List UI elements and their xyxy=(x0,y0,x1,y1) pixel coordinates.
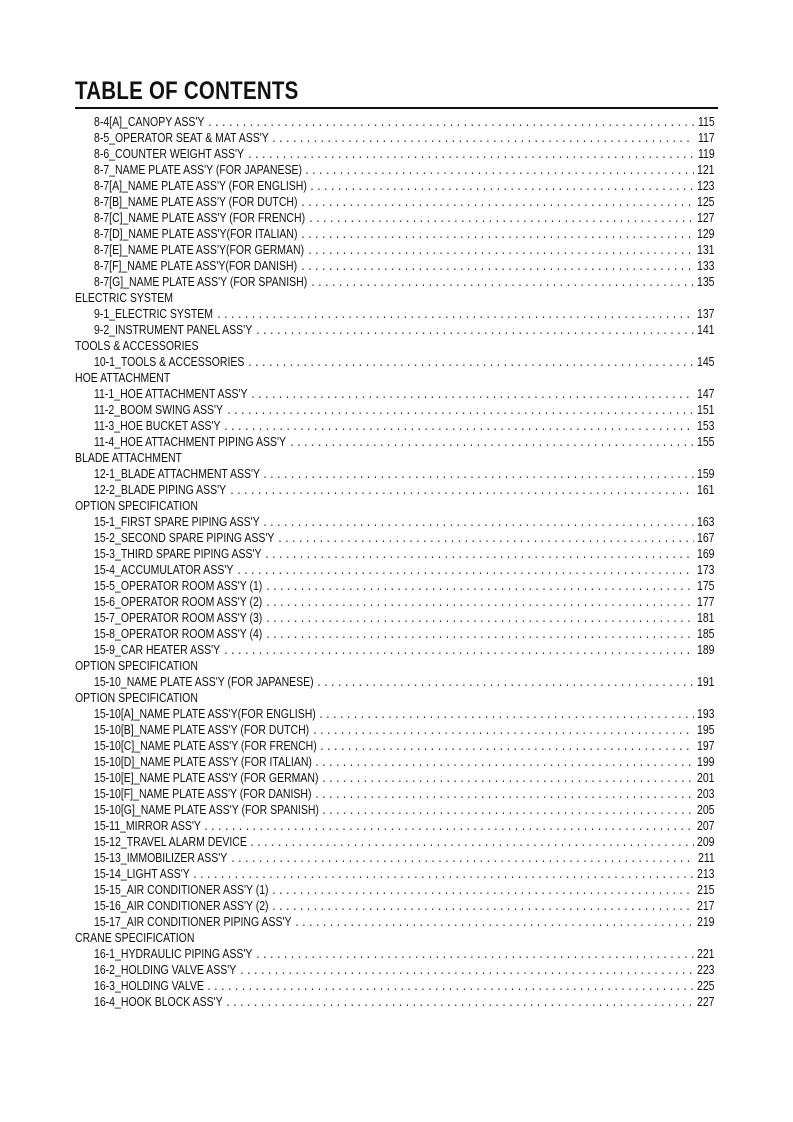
toc-entry[interactable] xyxy=(75,866,718,882)
page-number-wrap xyxy=(696,386,718,402)
entry-label: 15-15_AIR CONDITIONER ASS'Y (1) xyxy=(94,883,269,897)
dot-leader xyxy=(314,789,694,805)
page-number: 189 xyxy=(697,643,715,657)
entry-label-wrap xyxy=(94,722,310,738)
page-number-wrap xyxy=(696,770,718,786)
entry-label: 15-10[G]_NAME PLATE ASS'Y (FOR SPANISH) xyxy=(94,803,319,817)
entry-label-wrap xyxy=(94,578,263,594)
entry-label: 15-12_TRAVEL ALARM DEVICE xyxy=(94,835,247,849)
toc-entry[interactable] xyxy=(75,434,718,450)
page-number: 151 xyxy=(697,403,715,417)
page-number-wrap xyxy=(696,434,718,450)
toc-entry[interactable] xyxy=(75,114,718,130)
entry-label-wrap xyxy=(94,162,302,178)
dot-leader xyxy=(294,917,694,933)
page-number: 203 xyxy=(697,787,715,801)
page-number-wrap xyxy=(696,994,718,1010)
dot-leader xyxy=(318,709,694,725)
entry-label: 15-8_OPERATOR ROOM ASS'Y (4) xyxy=(94,627,263,641)
entry-label-wrap xyxy=(94,386,248,402)
toc-entry[interactable] xyxy=(75,402,718,418)
entry-label: 8-7[D]_NAME PLATE ASS'Y(FOR ITALIAN) xyxy=(94,227,298,241)
entry-label: 15-17_AIR CONDITIONER PIPING ASS'Y xyxy=(94,915,292,929)
entry-label-wrap xyxy=(94,514,260,530)
toc-entry[interactable] xyxy=(75,354,718,370)
dot-leader xyxy=(319,741,694,757)
page-number-wrap xyxy=(696,162,718,178)
entry-label: 15-9_CAR HEATER ASS'Y xyxy=(94,643,221,657)
page-number: 145 xyxy=(697,355,715,369)
dot-leader xyxy=(321,773,694,789)
dot-leader xyxy=(265,581,694,597)
page-number-wrap xyxy=(696,354,718,370)
page-number: 131 xyxy=(697,243,715,257)
toc-entry[interactable] xyxy=(75,210,718,226)
page-number: 127 xyxy=(697,211,715,225)
dot-leader xyxy=(307,245,694,261)
page-number: 217 xyxy=(697,899,715,913)
entry-label-wrap xyxy=(94,130,269,146)
page-number-wrap xyxy=(696,562,718,578)
dot-leader xyxy=(223,645,694,661)
page-number-wrap xyxy=(696,594,718,610)
page-number: 181 xyxy=(697,611,715,625)
page-number-wrap xyxy=(696,210,718,226)
toc-entry[interactable] xyxy=(75,674,718,690)
entry-label-wrap xyxy=(94,802,319,818)
page-number-wrap xyxy=(696,258,718,274)
entry-label-wrap xyxy=(94,962,237,978)
page-number: 211 xyxy=(698,851,715,865)
entry-label: 8-7[B]_NAME PLATE ASS'Y (FOR DUTCH) xyxy=(94,195,298,209)
entry-label-wrap xyxy=(94,770,319,786)
dot-leader xyxy=(230,853,694,869)
page-number: 193 xyxy=(697,707,715,721)
page-number: 199 xyxy=(697,755,715,769)
page-title: TABLE OF CONTENTS xyxy=(75,77,299,105)
title-underline xyxy=(75,107,718,109)
page-number-wrap xyxy=(696,882,718,898)
entry-label: 8-7[F]_NAME PLATE ASS'Y(FOR DANISH) xyxy=(94,259,298,273)
entry-label: 15-10[F]_NAME PLATE ASS'Y (FOR DANISH) xyxy=(94,787,312,801)
entry-label: 12-1_BLADE ATTACHMENT ASS'Y xyxy=(94,467,260,481)
dot-leader xyxy=(265,613,694,629)
toc-entry[interactable] xyxy=(75,738,718,754)
toc-entry[interactable] xyxy=(75,818,718,834)
page-number-wrap xyxy=(696,242,718,258)
section-label: OPTION SPECIFICATION xyxy=(75,691,198,705)
page-number: 155 xyxy=(697,435,715,449)
toc-entry[interactable] xyxy=(75,706,718,722)
page-number-wrap xyxy=(696,146,718,162)
entry-label: 8-7[C]_NAME PLATE ASS'Y (FOR FRENCH) xyxy=(94,211,306,225)
page-number: 137 xyxy=(697,307,715,321)
entry-label-wrap xyxy=(94,738,317,754)
toc-entry[interactable] xyxy=(75,306,718,322)
toc-entry[interactable] xyxy=(75,514,718,530)
entry-label-wrap xyxy=(94,994,223,1010)
entry-label-wrap xyxy=(94,642,221,658)
page-number: 209 xyxy=(697,835,715,849)
dot-leader xyxy=(229,485,694,501)
dot-leader xyxy=(271,885,694,901)
page-number: 213 xyxy=(697,867,715,881)
entry-label: 15-6_OPERATOR ROOM ASS'Y (2) xyxy=(94,595,263,609)
entry-label: 15-14_LIGHT ASS'Y xyxy=(94,867,190,881)
page-number-wrap xyxy=(696,706,718,722)
toc-entry[interactable] xyxy=(75,626,718,642)
entry-label: 12-2_BLADE PIPING ASS'Y xyxy=(94,483,227,497)
toc-entry[interactable] xyxy=(75,274,718,290)
dot-leader xyxy=(207,117,694,133)
entry-label: 9-1_ELECTRIC SYSTEM xyxy=(94,307,214,321)
toc-entry[interactable] xyxy=(75,978,718,994)
page-number-wrap xyxy=(696,914,718,930)
entry-label-wrap xyxy=(94,850,228,866)
page-number: 167 xyxy=(697,531,715,545)
toc-entry[interactable] xyxy=(75,754,718,770)
page-number: 173 xyxy=(697,563,715,577)
entry-label: 11-4_HOE ATTACHMENT PIPING ASS'Y xyxy=(94,435,287,449)
dot-leader xyxy=(271,133,694,149)
entry-label: 16-3_HOLDING VALVE xyxy=(94,979,204,993)
page-number-wrap xyxy=(696,722,718,738)
entry-label-wrap xyxy=(94,834,247,850)
entry-label-wrap xyxy=(94,754,312,770)
entry-label-wrap xyxy=(94,306,214,322)
page-number-wrap xyxy=(696,194,718,210)
page-number: 125 xyxy=(697,195,715,209)
dot-leader xyxy=(300,229,694,245)
page-number-wrap xyxy=(696,802,718,818)
dot-leader xyxy=(264,549,694,565)
page-number-wrap xyxy=(696,674,718,690)
entry-label: 8-7[E]_NAME PLATE ASS'Y(FOR GERMAN) xyxy=(94,243,305,257)
page-number-wrap xyxy=(696,530,718,546)
toc-entry[interactable] xyxy=(75,162,718,178)
entry-label: 16-1_HYDRAULIC PIPING ASS'Y xyxy=(94,947,253,961)
section-label: OPTION SPECIFICATION xyxy=(75,499,198,513)
entry-label-wrap xyxy=(94,258,298,274)
page-number: 163 xyxy=(697,515,715,529)
entry-label: 15-10[A]_NAME PLATE ASS'Y(FOR ENGLISH) xyxy=(94,707,316,721)
dot-leader xyxy=(310,277,694,293)
toc-entry[interactable] xyxy=(75,834,718,850)
dot-leader xyxy=(225,997,694,1013)
page-number-wrap xyxy=(696,834,718,850)
page-number-wrap xyxy=(696,466,718,482)
toc-entry[interactable] xyxy=(75,146,718,162)
entry-label-wrap xyxy=(94,546,262,562)
toc-page xyxy=(75,76,718,1010)
toc-entry[interactable] xyxy=(75,562,718,578)
entry-label-wrap xyxy=(94,786,312,802)
page-number-wrap xyxy=(696,482,718,498)
toc-entry[interactable] xyxy=(75,386,718,402)
entry-label-wrap xyxy=(94,594,263,610)
page-number-wrap xyxy=(696,114,718,130)
page-number: 227 xyxy=(697,995,715,1009)
page-number-wrap xyxy=(696,322,718,338)
section-label: HOE ATTACHMENT xyxy=(75,371,171,385)
toc-entry[interactable] xyxy=(75,850,718,866)
page-number-wrap xyxy=(696,626,718,642)
dot-leader xyxy=(226,405,694,421)
entry-label: 8-7[G]_NAME PLATE ASS'Y (FOR SPANISH) xyxy=(94,275,308,289)
dot-leader xyxy=(255,325,694,341)
toc-list xyxy=(75,114,718,1010)
entry-label-wrap xyxy=(94,898,269,914)
dot-leader xyxy=(277,533,694,549)
page-number: 117 xyxy=(698,131,715,145)
dot-leader xyxy=(316,677,694,693)
entry-label-wrap xyxy=(94,866,190,882)
page-number: 159 xyxy=(697,467,715,481)
dot-leader xyxy=(321,805,694,821)
entry-label: 15-1_FIRST SPARE PIPING ASS'Y xyxy=(94,515,260,529)
toc-entry[interactable] xyxy=(75,546,718,562)
entry-label: 15-5_OPERATOR ROOM ASS'Y (1) xyxy=(94,579,263,593)
entry-label: 15-3_THIRD SPARE PIPING ASS'Y xyxy=(94,547,262,561)
page-number-wrap xyxy=(696,754,718,770)
entry-label-wrap xyxy=(94,418,221,434)
toc-entry[interactable] xyxy=(75,994,718,1010)
section-label: CRANE SPECIFICATION xyxy=(75,931,195,945)
entry-label: 8-7_NAME PLATE ASS'Y (FOR JAPANESE) xyxy=(94,163,302,177)
entry-label-wrap xyxy=(94,562,234,578)
page-number-wrap xyxy=(696,226,718,242)
page-number: 225 xyxy=(697,979,715,993)
entry-label: 8-6_COUNTER WEIGHT ASS'Y xyxy=(94,147,245,161)
dot-leader xyxy=(250,389,694,405)
entry-label: 16-4_HOOK BLOCK ASS'Y xyxy=(94,995,223,1009)
dot-leader xyxy=(239,965,694,981)
entry-label: 8-4[A]_CANOPY ASS'Y xyxy=(94,115,205,129)
dot-leader xyxy=(300,197,694,213)
entry-label-wrap xyxy=(94,482,227,498)
page-number: 121 xyxy=(697,163,715,177)
toc-entry[interactable] xyxy=(75,322,718,338)
entry-label: 15-16_AIR CONDITIONER ASS'Y (2) xyxy=(94,899,269,913)
page-number-wrap xyxy=(696,610,718,626)
entry-label: 15-2_SECOND SPARE PIPING ASS'Y xyxy=(94,531,275,545)
dot-leader xyxy=(216,309,694,325)
entry-label: 15-7_OPERATOR ROOM ASS'Y (3) xyxy=(94,611,263,625)
toc-entry[interactable] xyxy=(75,946,718,962)
toc-entry[interactable] xyxy=(75,770,718,786)
entry-label: 16-2_HOLDING VALVE ASS'Y xyxy=(94,963,237,977)
page-number-wrap xyxy=(696,274,718,290)
dot-leader xyxy=(247,357,694,373)
page-number: 191 xyxy=(697,675,715,689)
page-number-wrap xyxy=(696,418,718,434)
page-number-wrap xyxy=(696,642,718,658)
page-number: 147 xyxy=(697,387,715,401)
toc-entry[interactable] xyxy=(75,178,718,194)
dot-leader xyxy=(309,181,694,197)
page-number: 141 xyxy=(697,323,715,337)
dot-leader xyxy=(271,901,694,917)
page-number-wrap xyxy=(696,402,718,418)
entry-label: 15-10_NAME PLATE ASS'Y (FOR JAPANESE) xyxy=(94,675,314,689)
entry-label-wrap xyxy=(94,978,204,994)
dot-leader xyxy=(265,597,694,613)
entry-label-wrap xyxy=(94,674,314,690)
entry-label: 11-3_HOE BUCKET ASS'Y xyxy=(94,419,221,433)
dot-leader xyxy=(262,517,694,533)
page-number-wrap xyxy=(696,546,718,562)
page-number: 169 xyxy=(697,547,715,561)
page-number: 215 xyxy=(697,883,715,897)
page-number-wrap xyxy=(696,978,718,994)
page-number-wrap xyxy=(696,946,718,962)
entry-label: 8-5_OPERATOR SEAT & MAT ASS'Y xyxy=(94,131,269,145)
entry-label: 15-10[B]_NAME PLATE ASS'Y (FOR DUTCH) xyxy=(94,723,310,737)
dot-leader xyxy=(249,837,694,853)
page-number: 201 xyxy=(697,771,715,785)
entry-label: 15-4_ACCUMULATOR ASS'Y xyxy=(94,563,234,577)
entry-label: 15-10[D]_NAME PLATE ASS'Y (FOR ITALIAN) xyxy=(94,755,312,769)
page-number: 207 xyxy=(697,819,715,833)
page-number-wrap xyxy=(696,818,718,834)
toc-entry[interactable] xyxy=(75,466,718,482)
page-number-wrap xyxy=(696,962,718,978)
page-number-wrap xyxy=(696,130,718,146)
toc-entry[interactable] xyxy=(75,898,718,914)
dot-leader xyxy=(308,213,694,229)
page-number: 219 xyxy=(697,915,715,929)
entry-label-wrap xyxy=(94,242,305,258)
entry-label-wrap xyxy=(94,402,224,418)
entry-label-wrap xyxy=(94,946,253,962)
page-number-wrap xyxy=(696,866,718,882)
page-number-wrap xyxy=(696,850,718,866)
entry-label: 8-7[A]_NAME PLATE ASS'Y (FOR ENGLISH) xyxy=(94,179,307,193)
page-number: 119 xyxy=(698,147,715,161)
toc-entry[interactable] xyxy=(75,242,718,258)
page-number: 153 xyxy=(697,419,715,433)
page-number: 223 xyxy=(697,963,715,977)
dot-leader xyxy=(300,261,694,277)
page-number: 133 xyxy=(697,259,715,273)
entry-label: 11-2_BOOM SWING ASS'Y xyxy=(94,403,224,417)
dot-leader xyxy=(206,981,694,997)
page-number-wrap xyxy=(696,786,718,802)
entry-label-wrap xyxy=(94,706,316,722)
entry-label: 15-10[C]_NAME PLATE ASS'Y (FOR FRENCH) xyxy=(94,739,317,753)
section-label: TOOLS & ACCESSORIES xyxy=(75,339,199,353)
section-label: ELECTRIC SYSTEM xyxy=(75,291,174,305)
dot-leader xyxy=(262,469,694,485)
toc-entry[interactable] xyxy=(75,786,718,802)
entry-label-wrap xyxy=(94,226,298,242)
page-number: 123 xyxy=(697,179,715,193)
page-number-wrap xyxy=(696,178,718,194)
toc-entry[interactable] xyxy=(75,722,718,738)
entry-label-wrap xyxy=(94,610,263,626)
section-label: BLADE ATTACHMENT xyxy=(75,451,182,465)
page-number: 195 xyxy=(697,723,715,737)
toc-entry[interactable] xyxy=(75,642,718,658)
toc-entry[interactable] xyxy=(75,594,718,610)
entry-label: 15-11_MIRROR ASS'Y xyxy=(94,819,201,833)
dot-leader xyxy=(236,565,694,581)
dot-leader xyxy=(289,437,694,453)
entry-label-wrap xyxy=(94,818,201,834)
page-number: 161 xyxy=(697,483,715,497)
toc-entry[interactable] xyxy=(75,130,718,146)
toc-entry[interactable] xyxy=(75,914,718,930)
page-number: 115 xyxy=(698,115,715,129)
page-number: 185 xyxy=(697,627,715,641)
entry-label-wrap xyxy=(94,626,263,642)
entry-label-wrap xyxy=(94,194,298,210)
entry-label: 15-10[E]_NAME PLATE ASS'Y (FOR GERMAN) xyxy=(94,771,319,785)
dot-leader xyxy=(247,149,694,165)
entry-label-wrap xyxy=(94,322,253,338)
page-number-wrap xyxy=(696,514,718,530)
page-number: 175 xyxy=(697,579,715,593)
dot-leader xyxy=(265,629,694,645)
page-number-wrap xyxy=(696,578,718,594)
entry-label-wrap xyxy=(94,434,287,450)
toc-entry[interactable] xyxy=(75,530,718,546)
dot-leader xyxy=(312,725,694,741)
entry-label: 11-1_HOE ATTACHMENT ASS'Y xyxy=(94,387,248,401)
dot-leader xyxy=(255,949,694,965)
page-number: 135 xyxy=(697,275,715,289)
section-label: OPTION SPECIFICATION xyxy=(75,659,198,673)
toc-entry[interactable] xyxy=(75,962,718,978)
toc-entry[interactable] xyxy=(75,482,718,498)
entry-label-wrap xyxy=(94,178,307,194)
entry-label: 10-1_TOOLS & ACCESSORIES xyxy=(94,355,245,369)
page-number: 177 xyxy=(697,595,715,609)
toc-entry[interactable] xyxy=(75,226,718,242)
dot-leader xyxy=(223,421,694,437)
toc-entry[interactable] xyxy=(75,610,718,626)
toc-entry[interactable] xyxy=(75,578,718,594)
entry-label-wrap xyxy=(94,274,308,290)
toc-entry[interactable] xyxy=(75,194,718,210)
entry-label-wrap xyxy=(94,146,245,162)
toc-entry[interactable] xyxy=(75,802,718,818)
page-number-wrap xyxy=(696,898,718,914)
entry-label-wrap xyxy=(94,914,292,930)
page-number-wrap xyxy=(696,306,718,322)
toc-entry[interactable] xyxy=(75,418,718,434)
dot-leader xyxy=(314,757,694,773)
page-number: 197 xyxy=(697,739,715,753)
entry-label-wrap xyxy=(94,354,245,370)
entry-label-wrap xyxy=(94,466,260,482)
toc-entry[interactable] xyxy=(75,882,718,898)
entry-label-wrap xyxy=(94,882,269,898)
page-number-wrap xyxy=(696,738,718,754)
page-number: 221 xyxy=(697,947,715,961)
entry-label-wrap xyxy=(94,210,306,226)
entry-label-wrap xyxy=(94,530,275,546)
dot-leader xyxy=(304,165,694,181)
entry-label: 9-2_INSTRUMENT PANEL ASS'Y xyxy=(94,323,253,337)
page-number: 129 xyxy=(697,227,715,241)
dot-leader xyxy=(203,821,694,837)
entry-label: 15-13_IMMOBILIZER ASS'Y xyxy=(94,851,228,865)
page-number: 205 xyxy=(697,803,715,817)
entry-label-wrap xyxy=(94,114,205,130)
toc-entry[interactable] xyxy=(75,258,718,274)
